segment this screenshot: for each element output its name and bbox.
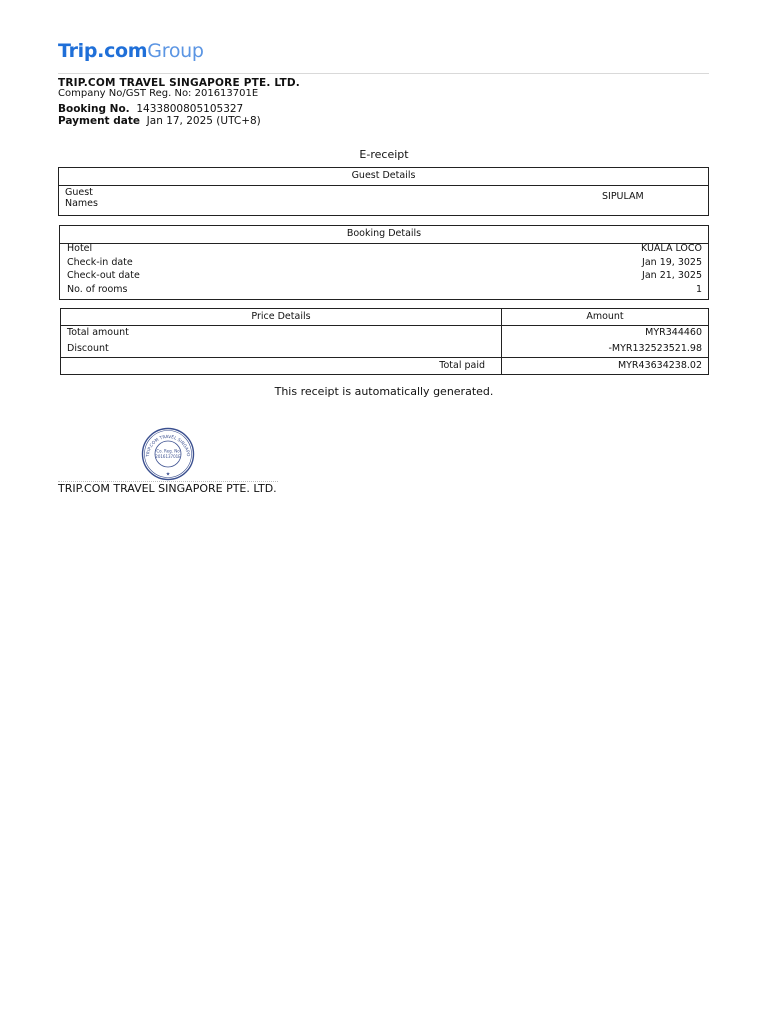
price-total-rule xyxy=(61,357,708,358)
booking-number-label: Booking No. xyxy=(58,103,130,115)
payment-date-value: Jan 17, 2025 (UTC+8) xyxy=(146,115,261,127)
price-row-label: Discount xyxy=(67,343,109,354)
price-details-table xyxy=(60,308,709,375)
total-paid-label: Total paid xyxy=(439,360,485,371)
logo-group: Group xyxy=(147,40,204,62)
booking-row-label: Check-out date xyxy=(67,270,140,281)
header-divider xyxy=(58,73,709,74)
receipt-title: E-receipt xyxy=(359,148,409,161)
company-reg-number: Company No/GST Reg. No: 201613701E xyxy=(58,88,259,99)
price-header-rule xyxy=(61,325,708,326)
booking-number-value: 1433800805105327 xyxy=(136,103,244,115)
price-row-label: Total amount xyxy=(67,327,129,338)
auto-generated-note: This receipt is automatically generated. xyxy=(274,385,494,398)
amount-header: Amount xyxy=(586,311,624,322)
booking-row-check-out xyxy=(67,270,702,283)
booking-details-header: Booking Details xyxy=(60,226,708,244)
trip-com-group-logo xyxy=(58,40,204,62)
logo-brand: Trip.com xyxy=(58,40,148,62)
booking-row-value: KUALA LOCO xyxy=(641,243,702,254)
guest-names-label: Guest Names xyxy=(65,187,98,209)
booking-row-value: Jan 19, 3025 xyxy=(642,257,702,268)
total-paid-value: MYR43634238.02 xyxy=(617,360,702,371)
svg-text:TRIP.COM TRAVEL SINGAPORE PTE.: TRIP.COM TRAVEL SINGAPO xyxy=(145,434,191,458)
company-seal-stamp xyxy=(141,427,195,481)
booking-row-check-in xyxy=(67,257,702,270)
booking-row-label: Check-in date xyxy=(67,257,133,268)
booking-row-label: Hotel xyxy=(67,243,93,254)
booking-details-table xyxy=(59,225,709,300)
price-row-value: MYR344460 xyxy=(645,327,702,338)
booking-row-value: 1 xyxy=(695,284,702,295)
svg-text:Co. Reg. No: Co. Reg. No xyxy=(156,448,180,454)
guest-details-table xyxy=(58,167,709,216)
price-row-value: -MYR132523521.98 xyxy=(608,343,702,354)
booking-row-rooms xyxy=(67,284,702,297)
booking-number-line xyxy=(58,103,243,115)
svg-text:201613701E: 201613701E xyxy=(155,454,181,459)
booking-row-value: Jan 21, 3025 xyxy=(642,270,702,281)
booking-row-label: No. of rooms xyxy=(67,284,128,295)
svg-text:★: ★ xyxy=(165,471,171,478)
booking-row-hotel xyxy=(67,243,702,256)
price-details-header: Price Details xyxy=(251,311,311,322)
guest-details-header: Guest Details xyxy=(59,168,708,186)
company-name: TRIP.COM TRAVEL SINGAPORE PTE. LTD. xyxy=(58,77,300,89)
footer-company-name: TRIP.COM TRAVEL SINGAPORE PTE. LTD. xyxy=(58,482,277,495)
payment-date-line xyxy=(58,115,261,127)
guest-names-value: SIPULAM xyxy=(602,191,644,202)
payment-date-label: Payment date xyxy=(58,115,140,127)
